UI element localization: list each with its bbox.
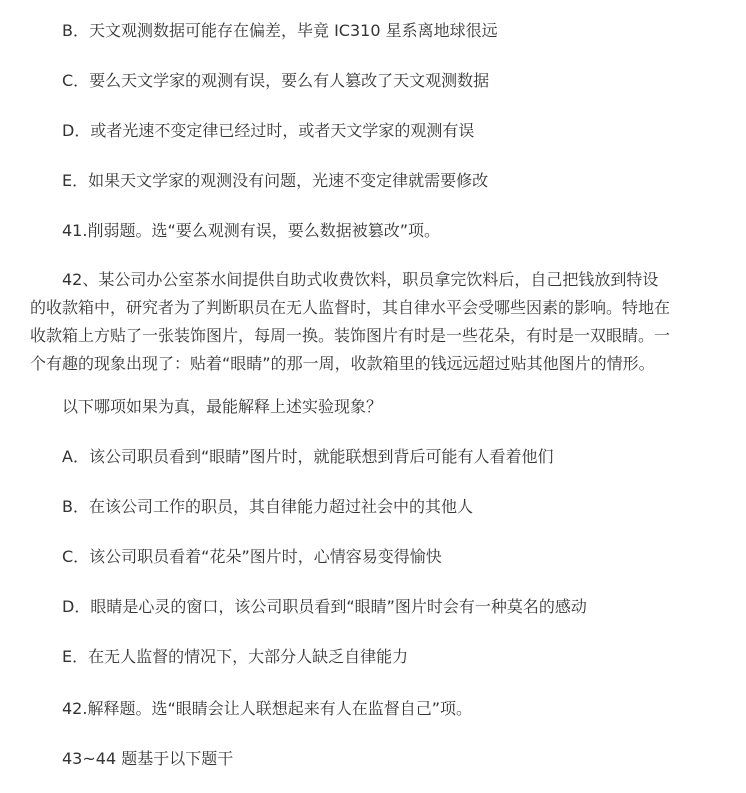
q42-stem-line-2: 的收款箱中，研究者为了判断职员在无人监督时，其自律水平会受哪些因素的影响。特地在 xyxy=(30,298,671,317)
q42-option-d: D．眼睛是心灵的窗口，该公司职员看到“眼睛”图片时会有一种莫名的感动 xyxy=(62,597,587,616)
q42-question: 以下哪项如果为真，最能解释上述实验现象？ xyxy=(62,397,383,416)
q41-option-e: E．如果天文学家的观测没有问题，光速不变定律就需要修改 xyxy=(62,171,489,190)
q42-stem-line-4: 个有趣的现象出现了：贴着“眼睛”的那一周，收款箱里的钱远远超过贴其他图片的情形。 xyxy=(30,354,655,373)
q42-option-c: C．该公司职员看着“花朵”图片时，心情容易变得愉快 xyxy=(62,547,442,566)
q42-option-e: E．在无人监督的情况下，大部分人缺乏自律能力 xyxy=(62,647,409,666)
q42-stem-line-3: 收款箱上方贴了一张装饰图片，每周一换。装饰图片有时是一些花朵，有时是一双眼睛。一 xyxy=(30,326,671,345)
q41-answer: 41.削弱题。选“要么观测有误，要么数据被篡改”项。 xyxy=(62,221,441,240)
q42-option-a: A．该公司职员看到“眼睛”图片时，就能联想到背后可能有人看着他们 xyxy=(62,447,554,466)
q43-44-intro: 43~44 题基于以下题干 xyxy=(62,749,234,768)
q42-stem xyxy=(30,266,712,378)
q42-option-b: B．在该公司工作的职员，其自律能力超过社会中的其他人 xyxy=(62,497,473,516)
q42-answer: 42.解释题。选“眼睛会让人联想起来有人在监督自己”项。 xyxy=(62,699,473,718)
q41-option-d: D．或者光速不变定律已经过时，或者天文学家的观测有误 xyxy=(62,121,475,140)
q41-option-c: C．要么天文学家的观测有误，要么有人篡改了天文观测数据 xyxy=(62,71,490,90)
q41-option-b: B．天文观测数据可能存在偏差，毕竟 IC310 星系离地球很远 xyxy=(62,21,498,40)
q42-stem-line-1: 42、某公司办公室茶水间提供自助式收费饮料，职员拿完饮料后，自己把钱放到特设 xyxy=(62,270,659,289)
